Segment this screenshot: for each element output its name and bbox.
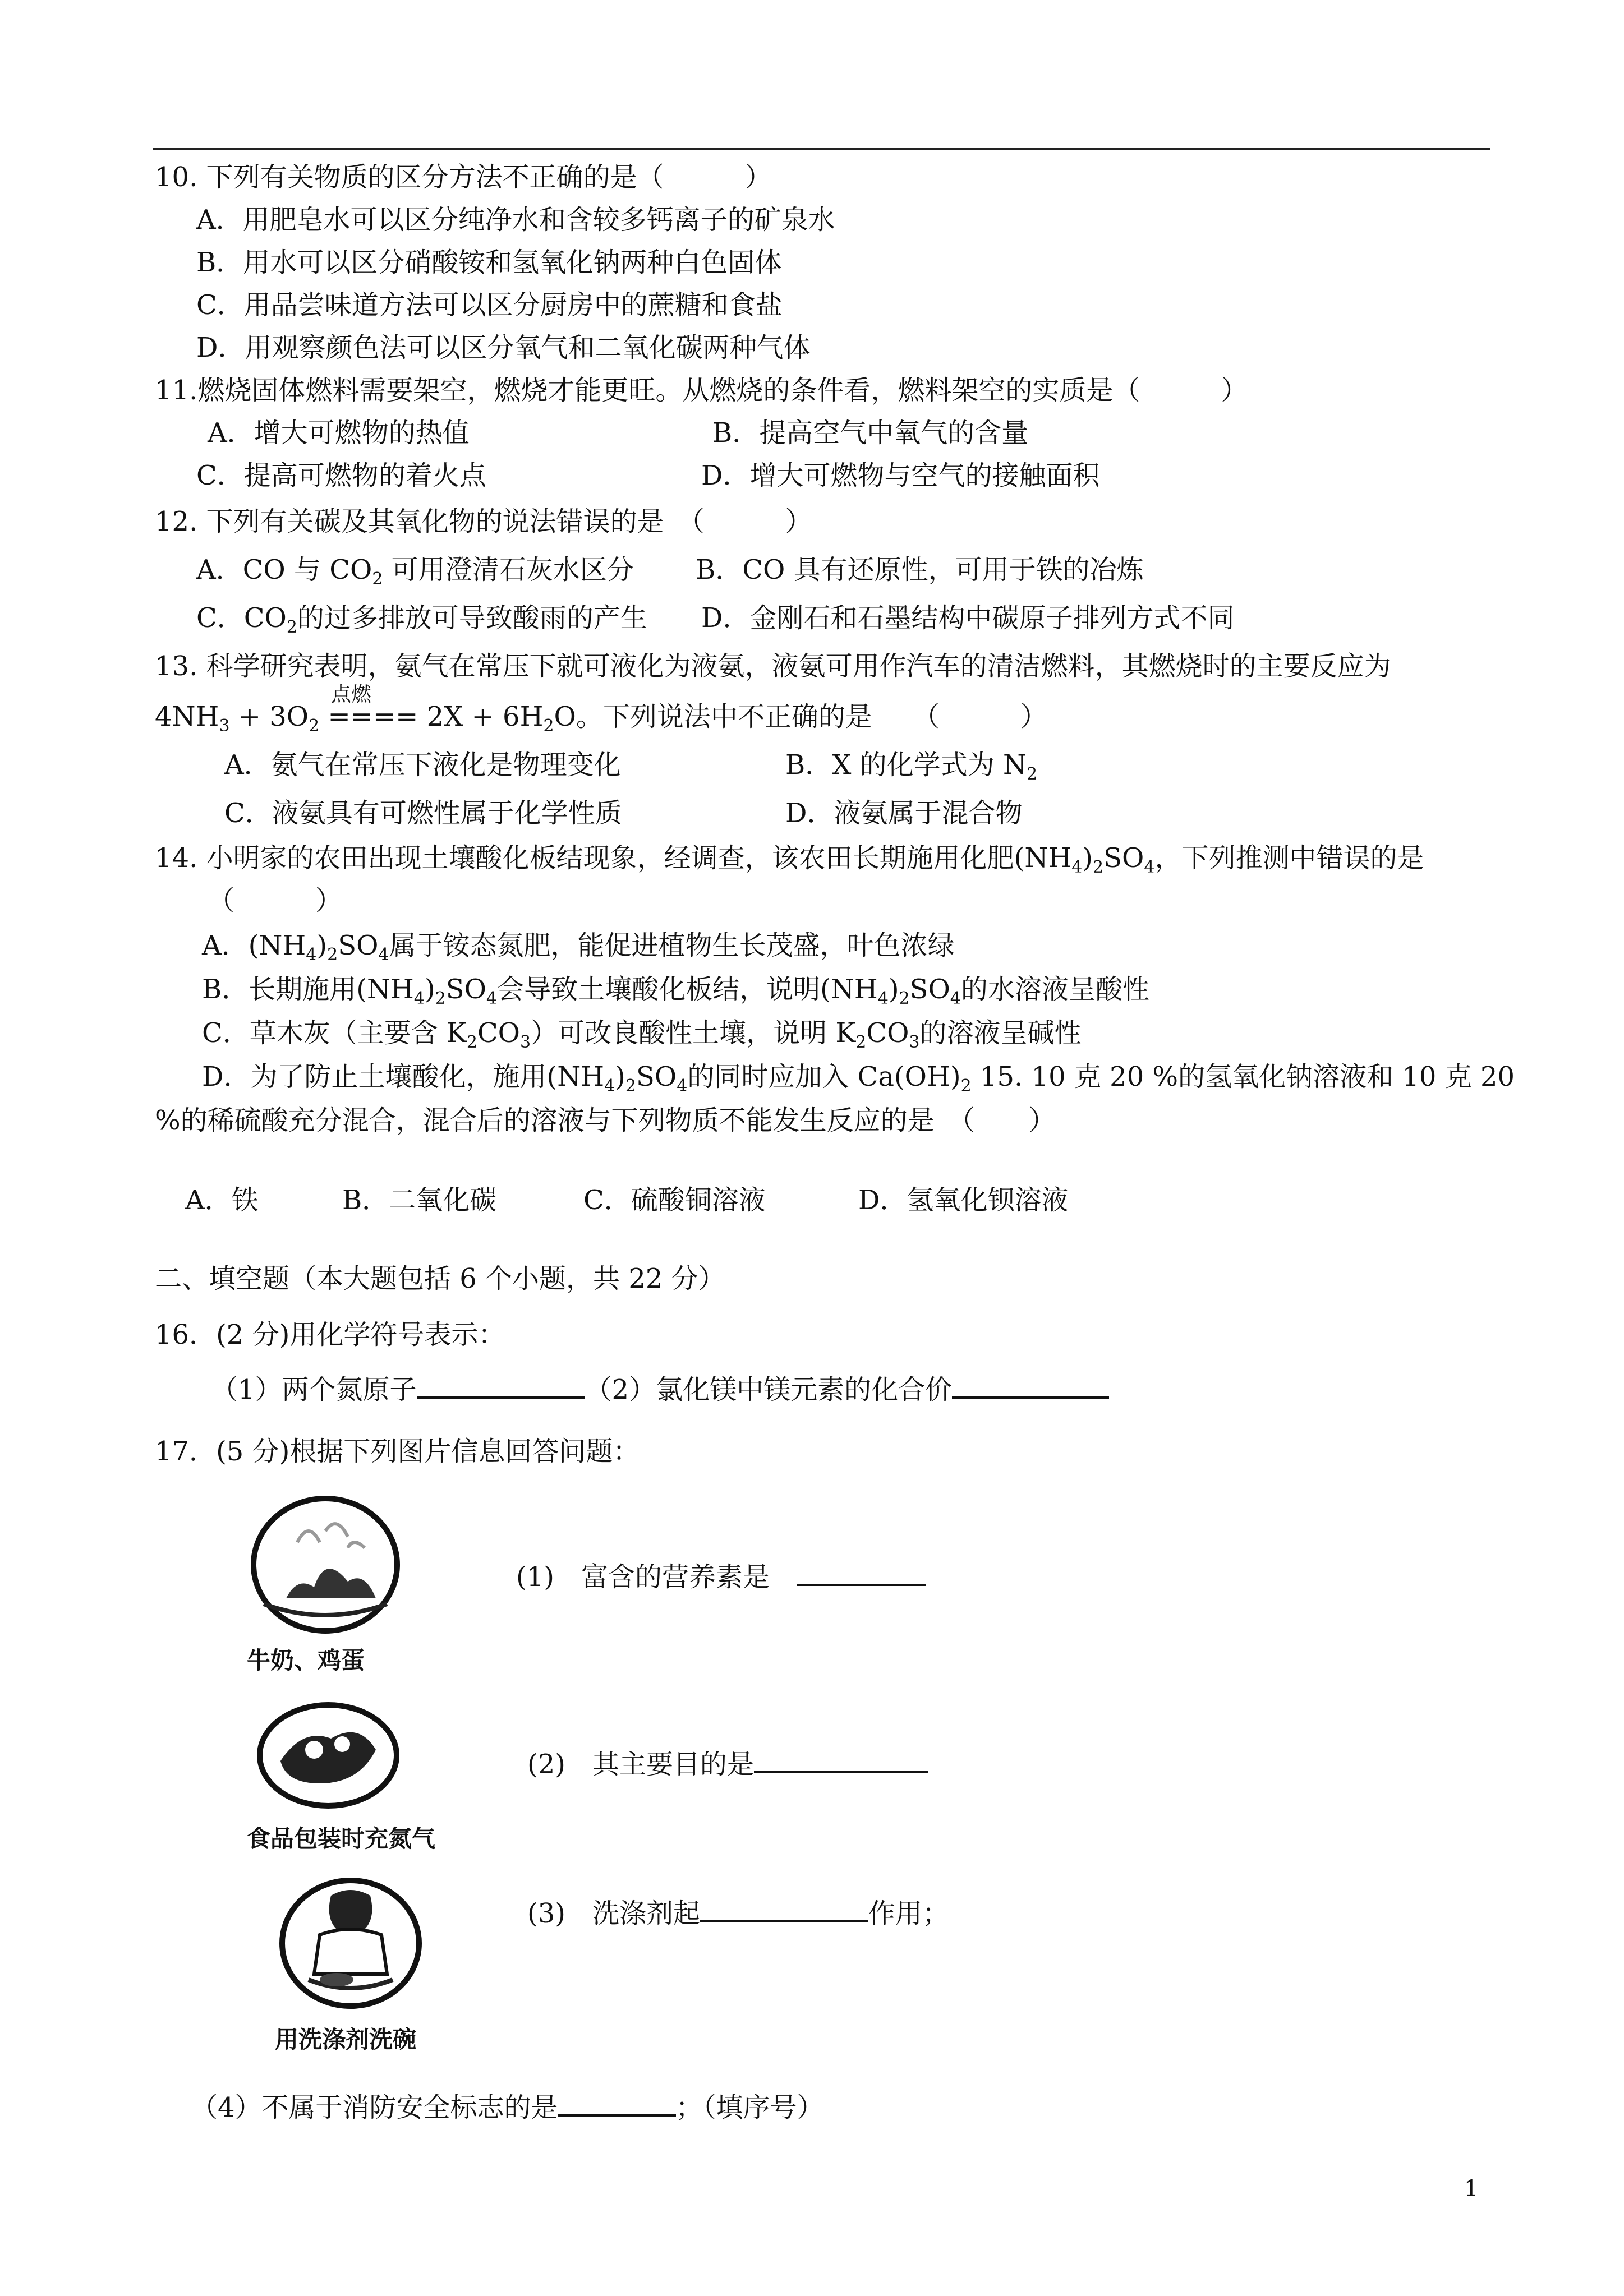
q10-option-d: D．用观察颜色法可以区分氧气和二氧化碳两种气体 (196, 332, 811, 363)
q14-stem: 14. 小明家的农田出现土壤酸化板结现象，经调查，该农田长期施用化肥$(NH_4)_2SO_4$，下列推测中错误的是 (155, 842, 1424, 877)
q16-part1: （1）两个氮原子 （2）氯化镁中镁元素的化合价 (211, 1372, 1109, 1407)
q11-option-b: B．提高空气中氧气的含量 (712, 417, 1029, 449)
q10-option-c: C．用品尝味道方法可以区分厨房中的蔗糖和食盐 (196, 289, 783, 321)
q17-part4: （4）不属于消防安全标志的是 ；（填序号） (191, 2090, 824, 2124)
milk-egg-image (247, 1492, 404, 1638)
dish-washing-image (275, 1873, 426, 2013)
q13-option-a: A．氨气在常压下液化是物理变化 (224, 749, 621, 781)
q17-part3: (3) 洗涤剂起 作用； (527, 1896, 949, 1930)
q13-stem: 13. 科学研究表明，氨气在常压下就可液化为液氨，液氨可用作汽车的清洁燃料，其燃烧时的主要反应为 (155, 651, 1391, 682)
answer-blank[interactable] (754, 1746, 928, 1773)
q15-option-d: D．氢氧化钡溶液 (858, 1184, 1069, 1216)
q10-stem: 10. 下列有关物质的区分方法不正确的是（ ） (155, 162, 772, 193)
section-title: 二、填空题（本大题包括 6 个小题，共 22 分） (155, 1263, 725, 1294)
q14-option-d: D．为了防止土壤酸化，施用$(NH_4)_2SO_4$的同时应加入 $Ca(OH)_2$ 15. 10 克 20 %的氢氧化钠溶液和 10 克 20 (202, 1061, 1515, 1096)
q11-option-a: A．增大可燃物的热值 (208, 417, 470, 449)
q15-option-a: A．铁 (185, 1184, 259, 1216)
answer-blank[interactable] (700, 1896, 868, 1922)
q17-stem: 17．(5 分)根据下列图片信息回答问题： (155, 1436, 640, 1467)
q15-stem: %的稀硫酸充分混合，混合后的溶液与下列物质不能发生反应的是 （ ） (155, 1105, 1056, 1136)
picture-caption-1: 牛奶、鸡蛋 (247, 1647, 365, 1674)
q13-equation: $4NH_3 + 3O_2$ ==== $2X + 6H_2O$。下列说法中不正确的是 （ ） (155, 701, 1047, 736)
q13-option-b: B．X 的化学式为 $N_2$ (785, 749, 1038, 784)
q16-stem: 16．(2 分)用化学符号表示： (155, 1319, 505, 1350)
answer-blank[interactable] (558, 2090, 676, 2117)
food-packaging-image (252, 1699, 404, 1811)
header-rule (153, 148, 1490, 150)
q10-option-a: A．用肥皂水可以区分纯净水和含较多钙离子的矿泉水 (196, 204, 835, 236)
q17-part2: (2) 其主要目的是 (527, 1746, 928, 1781)
q14-answer-paren: （ ） (208, 885, 343, 916)
q10-option-b: B．用水可以区分硝酸铵和氢氧化钠两种白色固体 (196, 247, 782, 278)
answer-blank[interactable] (952, 1372, 1109, 1399)
q15-option-c: C．硫酸铜溶液 (583, 1184, 766, 1216)
q13-option-d: D．液氨属于混合物 (785, 797, 1023, 829)
q11-stem: 11.燃烧固体燃料需要架空，燃烧才能更旺。从燃烧的条件看，燃料架空的实质是（ ） (155, 375, 1248, 406)
picture-caption-3: 用洗涤剂洗碗 (275, 2026, 417, 2053)
q14-option-b: B．长期施用$(NH_4)_2SO_4$会导致土壤酸化板结，说明$(NH_4)_2SO_4$的水溶液呈酸性 (202, 974, 1149, 1008)
q12-option-a: A．CO 与 $CO_2$ 可用澄清石灰水区分 (196, 554, 634, 589)
answer-blank[interactable] (797, 1559, 926, 1586)
q12-option-c: C．$CO_2$的过多排放可导致酸雨的产生 (196, 602, 647, 637)
picture-caption-2: 食品包装时充氮气 (247, 1825, 436, 1852)
q15-option-b: B．二氧化碳 (342, 1184, 497, 1216)
q17-part1: (1) 富含的营养素是 (516, 1559, 926, 1594)
q12-stem: 12. 下列有关碳及其氧化物的说法错误的是 （ ） (155, 506, 812, 537)
q11-option-c: C．提高可燃物的着火点 (196, 460, 486, 491)
q13-option-c: C．液氨具有可燃性属于化学性质 (224, 797, 622, 829)
page-number: 1 (1464, 2176, 1479, 2202)
q12-option-b: B．CO 具有还原性，可用于铁的冶炼 (696, 554, 1144, 585)
q14-option-a: A．$(NH_4)_2SO_4$属于铵态氮肥，能促进植物生长茂盛，叶色浓绿 (202, 930, 955, 965)
q12-option-d: D．金刚石和石墨结构中碳原子排列方式不同 (701, 602, 1235, 634)
q14-option-c: C．草木灰（主要含 $K_2CO_3$）可改良酸性土壤，说明 $K_2CO_3$的溶液呈碱性 (202, 1017, 1082, 1052)
q11-option-d: D．增大可燃物与空气的接触面积 (701, 460, 1100, 491)
answer-blank[interactable] (417, 1372, 585, 1399)
q13-reaction-condition: 点燃 (331, 683, 372, 706)
